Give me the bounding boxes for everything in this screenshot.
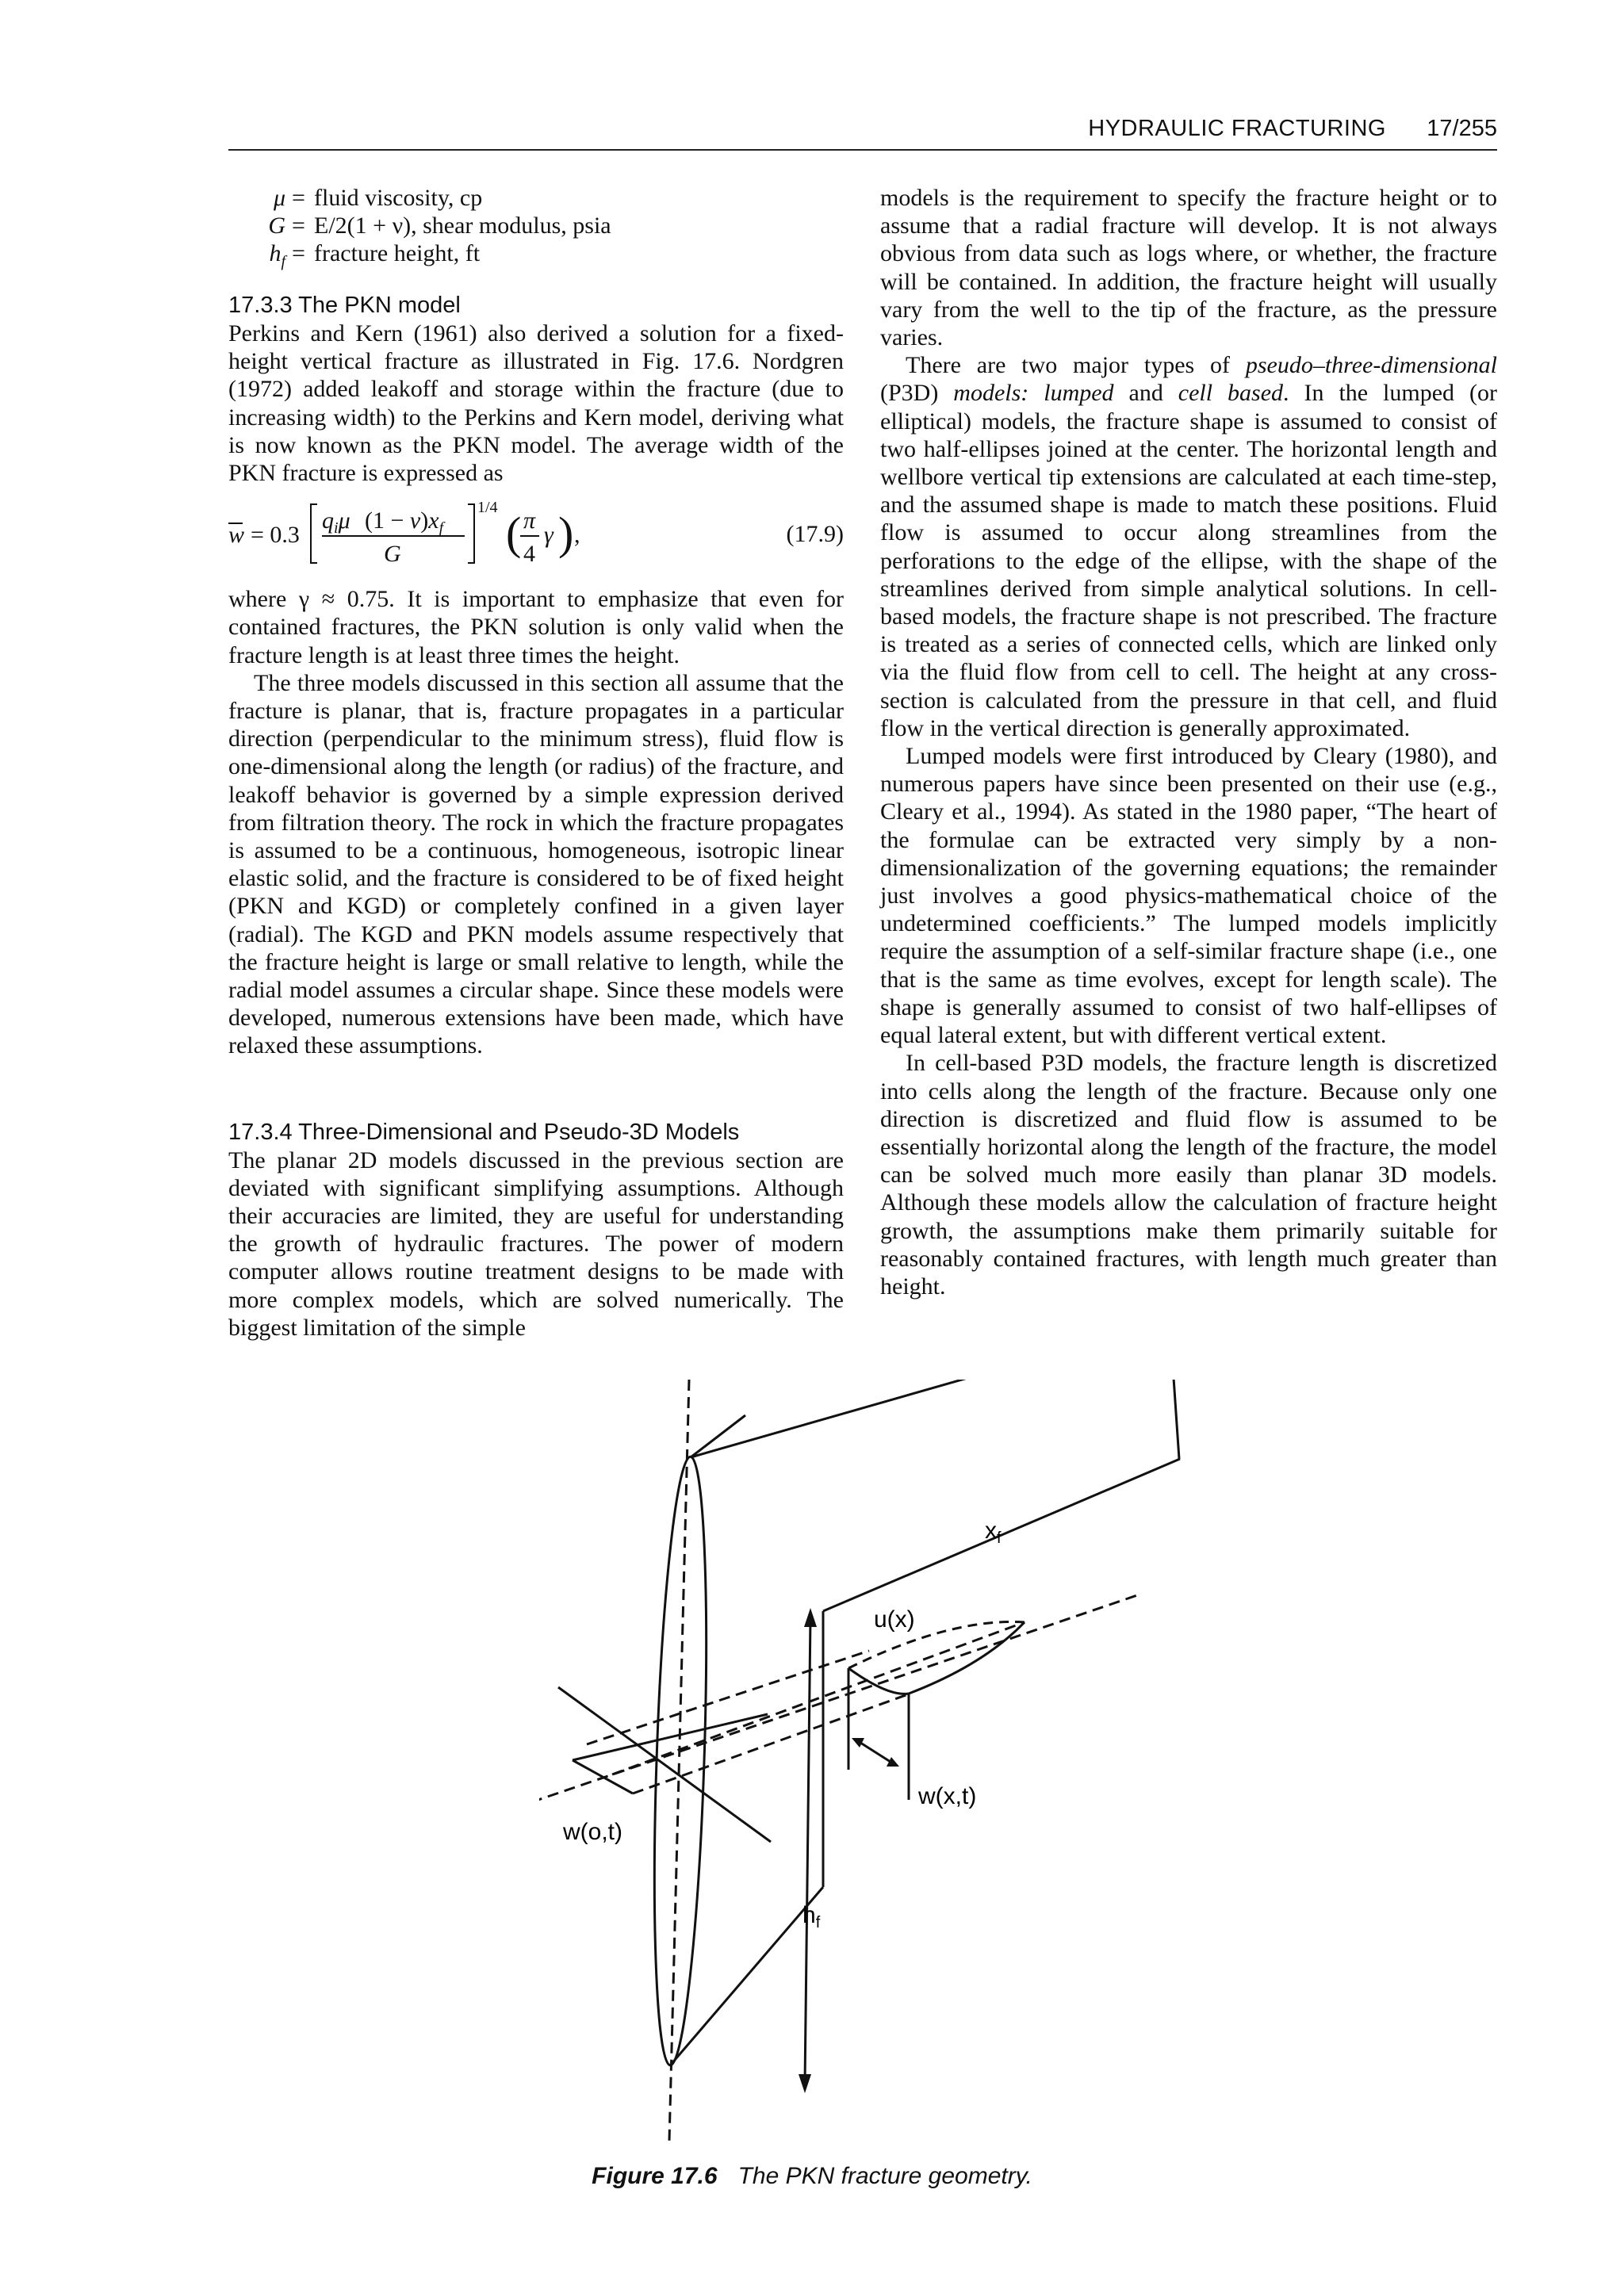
equation-graphic <box>228 493 736 576</box>
symbol: G <box>268 212 285 239</box>
label-h-f: $h_f$ <box>802 1902 821 1931</box>
symbol: μ <box>273 185 285 211</box>
running-header <box>228 113 1497 151</box>
equation-number: (17.9) <box>786 521 844 548</box>
svg-text:G: G <box>384 541 401 568</box>
figure-17-6 <box>539 1380 1237 2145</box>
pkn-fracture-diagram <box>539 1380 1237 2141</box>
left-column <box>228 184 844 1342</box>
paragraph: Perkins and Kern (1961) also derived a solution for a fixed-height vertical fracture as illustrated in Fig. 17.6. Nordgren (1972) added leakoff and storage within the fracture (due to increasing width) to the Perkins and Kern model, deriving what is now known as the PKN model. The average width of the PKN fracture is expressed as <box>228 320 844 487</box>
symbol-definitions <box>228 184 844 276</box>
svg-text:π: π <box>523 507 536 534</box>
text-run: models: lumped <box>953 380 1114 407</box>
definition-mu: μ = fluid viscosity, cp <box>228 184 844 212</box>
text-run: (P3D) <box>880 380 954 407</box>
svg-text:(1 − ν)xf: $(1 - \nu)x_f$ <box>365 507 444 538</box>
label-w-x-t: w(x,t) <box>918 1783 977 1809</box>
definition-text: fluid viscosity, cp <box>314 185 483 211</box>
definition-hf: $h_f$ = fracture height, ft <box>228 239 844 276</box>
svg-text:): ) <box>558 507 574 560</box>
header-title: HYDRAULIC FRACTURING <box>1088 116 1386 141</box>
label-x-f: $x_f$ <box>985 1518 1002 1547</box>
paragraph: where γ ≈ 0.75. It is important to emphasize that even for contained fractures, the PKN solution is only valid when the fracture length is at least three times the height. <box>228 586 844 668</box>
svg-text:4: 4 <box>523 541 535 568</box>
section-heading-pkn: 17.3.3 The PKN model <box>228 293 461 318</box>
svg-text:w: w <box>228 522 245 549</box>
symbol-hf: $h_f$ <box>269 240 285 270</box>
text-run: . In the lumped (or elliptical) models, the fracture shape is assumed to consist of two half-ellipses joined at the center. The horizontal length and wellbore vertical tip extensions are calculated at each time-step, and the assumed shape is made to match these positions. Fluid flow is assumed to occur along streamlines from the perforations to the edge of the ellipse, with the shape of the streamlines derived from simple analytical solutions. In cell-based models, the fracture shape is not prescribed. The fracture is treated as a series of connected cells, which are linked only via the fluid flow from cell to cell. The height at any cross-section is calculated from the pressure in that cell, and fluid flow in the vertical direction is generally approximated. <box>880 380 1497 741</box>
svg-text:γ: γ <box>544 522 553 549</box>
definition-text: fracture height, ft <box>314 240 481 266</box>
label-w-o-t: w(o,t) <box>563 1819 622 1845</box>
paragraph: The planar 2D models discussed in the previous section are deviated with significant simplifying assumptions. Although their accuracies are limited, they are useful for understanding the growth of hydraulic fractures. The power of modern computer allows routine treatment designs to be made with more complex models, which are solved numerically. The biggest limitation of the simple <box>228 1146 844 1341</box>
paragraph: In cell-based P3D models, the fracture length is discretized into cells along the length of the fracture. Because only one direction is discretized and fluid flow is assumed to be essentially horizontal along the length of the fracture, the model can be solved much more easily than planar 3D models. Although these models allow the calculation of fracture height growth, the assumptions make them primarily suitable for reasonably contained fractures, with length much greater than height. <box>880 1050 1497 1300</box>
svg-text:1/4: 1/4 <box>477 499 498 517</box>
caption-number: Figure 17.6 <box>592 2163 718 2189</box>
paragraph: models is the requirement to specify the fracture height or to assume that a radial fracture will develop. It is not always obvious from data such as logs where, or whether, the fracture will be contained. In addition, the fracture height will usually vary from the well to the tip of the fracture, as the pressure varies. <box>880 185 1497 351</box>
svg-text:= 0.3: = 0.3 <box>251 522 300 549</box>
svg-text:,: , <box>574 522 580 549</box>
text-run: cell based <box>1178 380 1284 407</box>
section-heading-3d: 17.3.4 Three-Dimensional and Pseudo-3D Models <box>228 1119 740 1145</box>
page-number: 17/255 <box>1427 116 1497 141</box>
right-column <box>880 184 1497 1300</box>
figure-caption <box>0 2163 1624 2190</box>
definition-text: E/2(1 + ν), shear modulus, psia <box>314 212 611 239</box>
label-u-x: u(x) <box>874 1606 915 1633</box>
svg-text:(: ( <box>506 507 522 560</box>
text-run: and <box>1113 380 1178 407</box>
caption-text: The PKN fracture geometry. <box>737 2163 1032 2189</box>
paragraph-p3d <box>880 351 1497 742</box>
text-run: There are two major types of <box>906 352 1246 379</box>
definition-g: G = E/2(1 + ν), shear modulus, psia <box>228 212 844 239</box>
svg-text:qiμ: $q_i\mu$ <box>322 507 350 538</box>
equation-17-9 <box>228 493 844 576</box>
paragraph: Lumped models were first introduced by Cleary (1980), and numerous papers have since been presented on their use (e.g., Cleary et al., 1994). As stated in the 1980 paper, “The heart of the formulae can be extracted very simply by a non-dimensionalization of the governing equations; the remainder just involves a good physics-mathematical choice of the undetermined coefficients.” The lumped models implicitly require the assumption of a self-similar fracture shape (i.e., one that is the same as time evolves, except for length scale). The shape is generally assumed to consist of two half-ellipses of equal lateral extent, but with different vertical extent. <box>880 743 1497 1049</box>
text-run: pseudo–three-dimensional <box>1245 352 1497 379</box>
paragraph: The three models discussed in this section all assume that the fracture is planar, that is, fracture propagates in a particular direction (perpendicular to the minimum stress), fluid flow is one-dimensional along the length (or radius) of the fracture, and leakoff behavior is governed by a simple expression derived from filtration theory. The rock in which the fracture propagates is assumed to be a continuous, homogeneous, isotropic linear elastic solid, and the fracture is considered to be of fixed height (PKN and KGD) or completely confined in a given layer (radial). The KGD and PKN models assume respectively that the fracture height is large or small relative to length, while the radial model assumes a circular shape. Since these models were developed, numerous extensions have been made, which have relaxed these assumptions. <box>228 669 844 1059</box>
